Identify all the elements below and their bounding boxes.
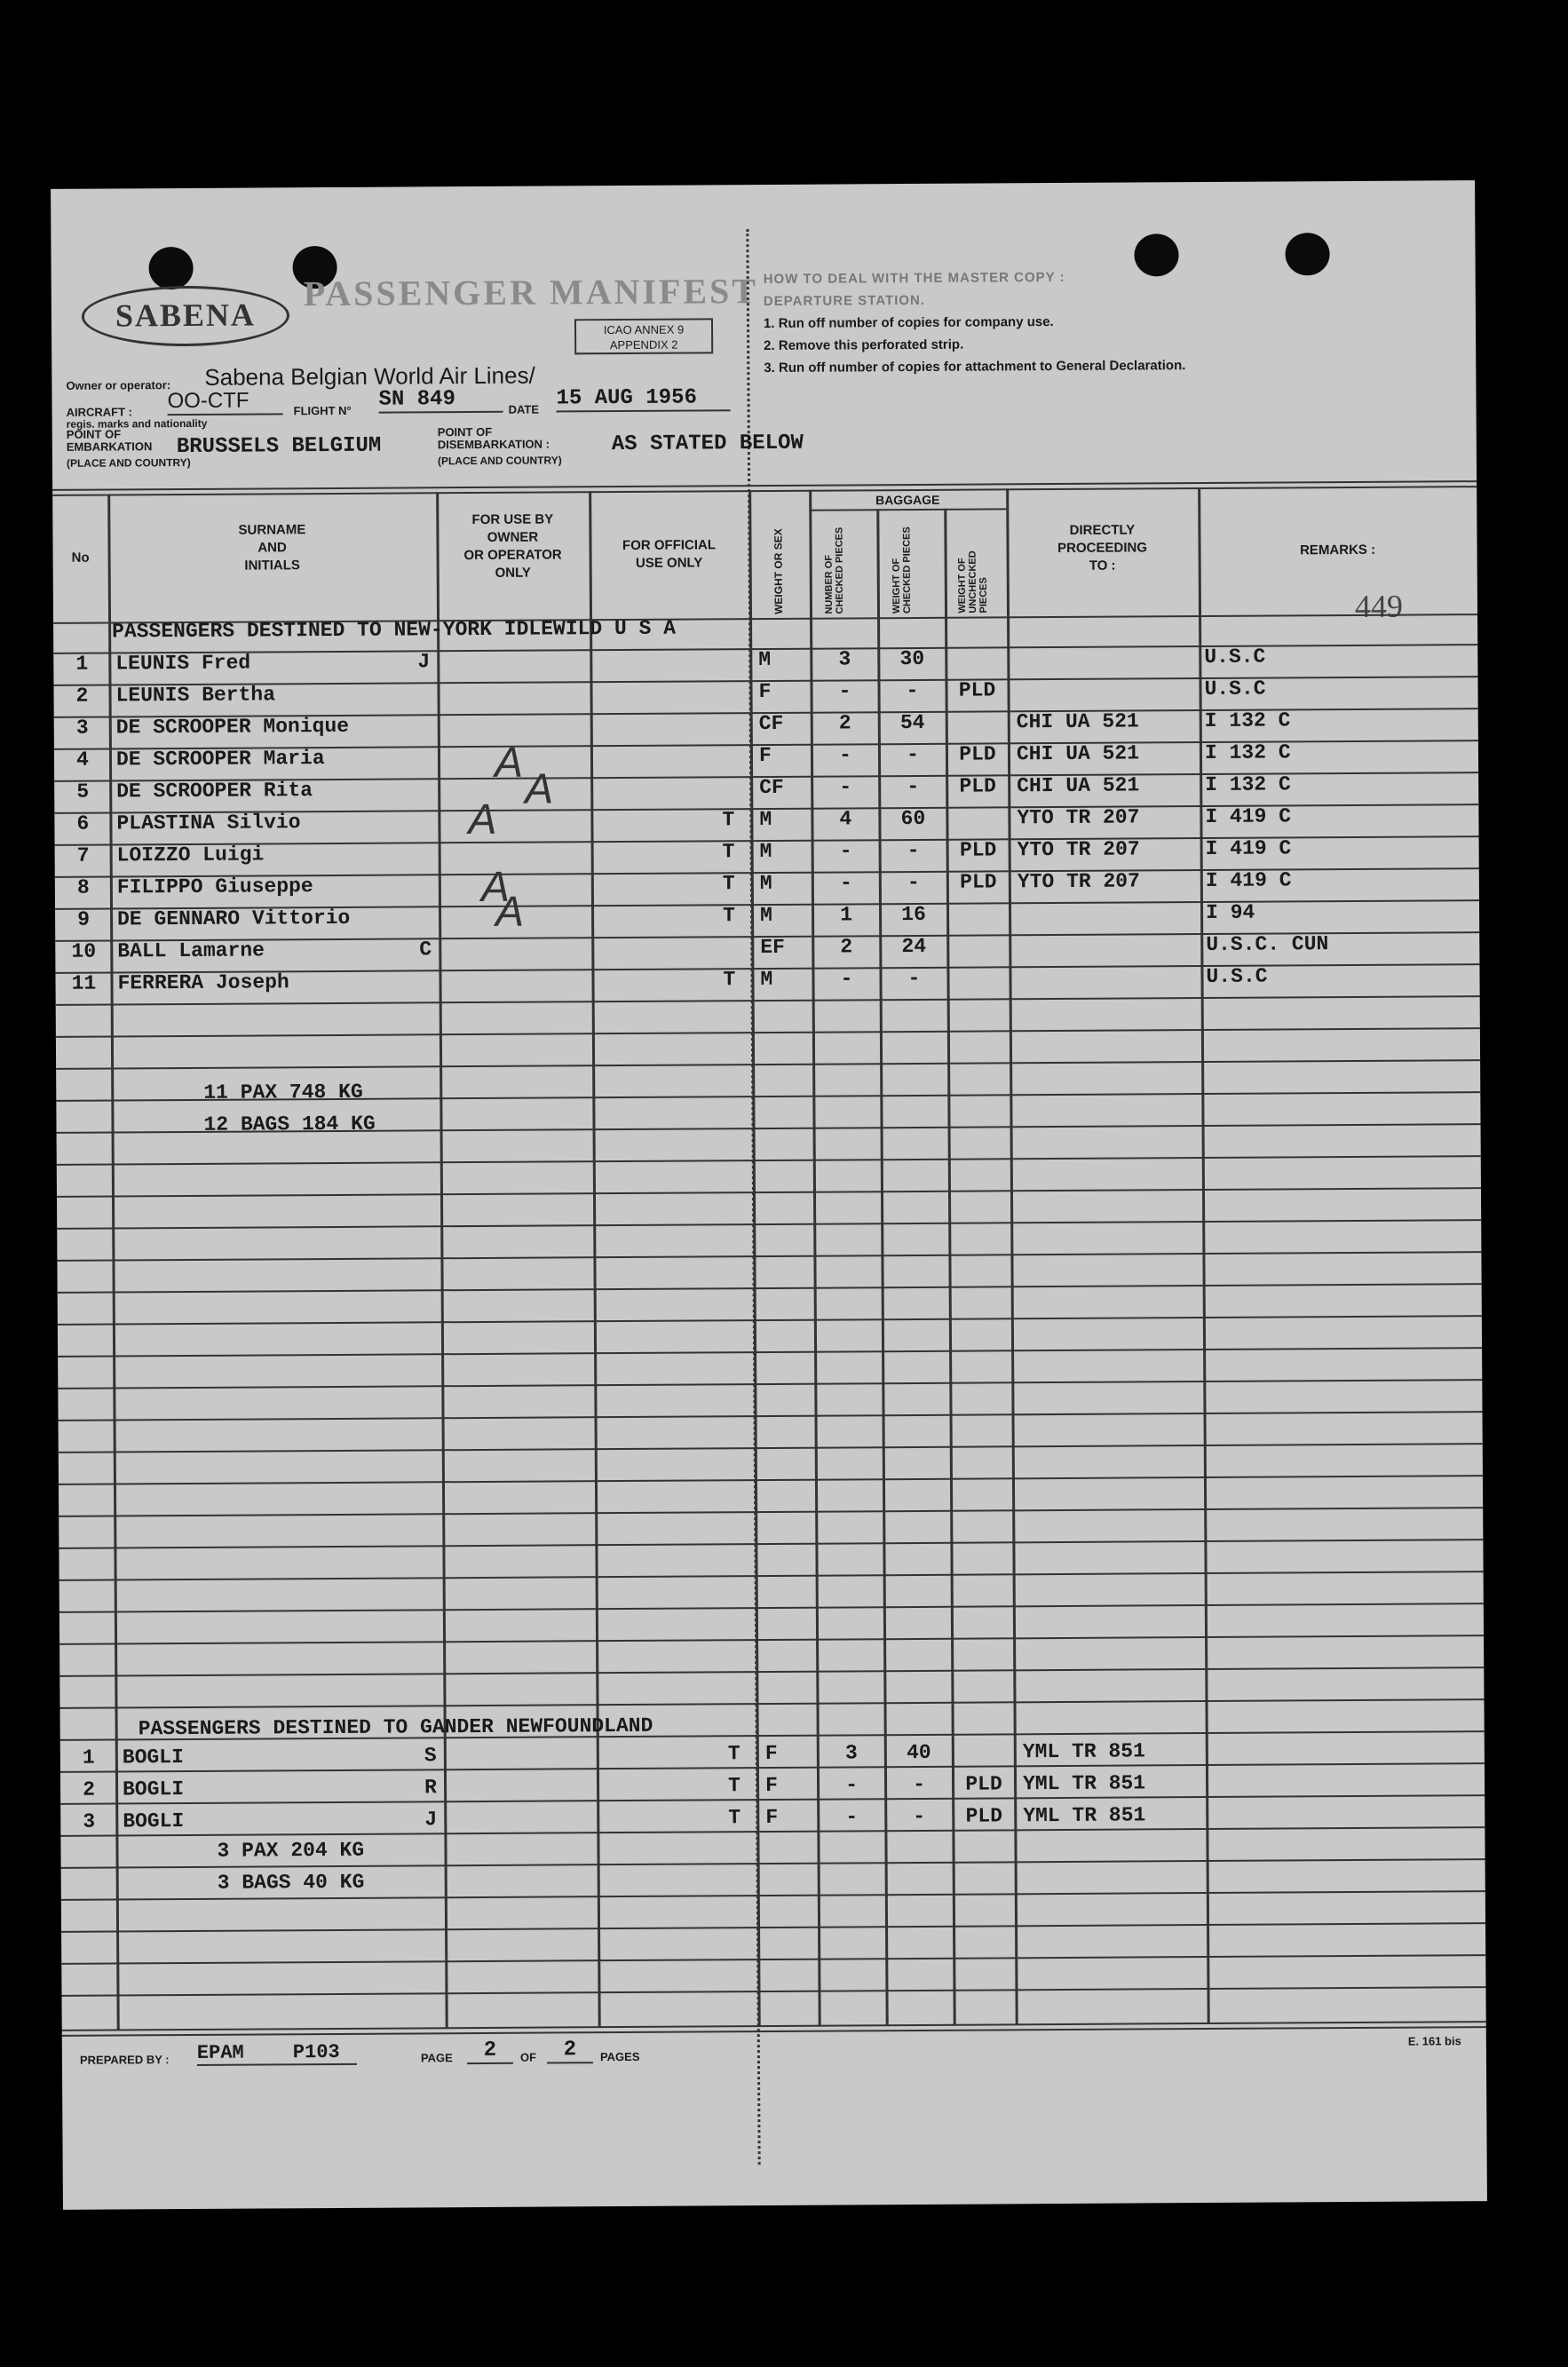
pages-label: PAGES (599, 2049, 640, 2064)
icao-line1: ICAO ANNEX 9 (603, 322, 685, 337)
col-proceeding-line3: TO : (1089, 558, 1116, 574)
form-number: E. 161 bis (1407, 2034, 1461, 2048)
checked-pieces: 2 (838, 711, 851, 735)
proceeding-to: CHI UA 521 (1016, 709, 1139, 734)
instructions (764, 265, 1186, 379)
checked-weight: 40 (906, 1740, 931, 1765)
passenger-mark: T (722, 904, 735, 928)
row-rule (56, 1027, 1480, 1038)
of-label: OF (519, 2050, 537, 2064)
unchecked-weight: PLD (959, 774, 996, 798)
owner-value: Sabena Belgian World Air Lines/ (204, 361, 535, 391)
row-rule (57, 1155, 1481, 1166)
unchecked-weight: PLD (958, 678, 996, 702)
page-label: PAGE (420, 2051, 453, 2065)
remarks: U.S.C (1204, 677, 1266, 701)
disembark-label-line1: POINT OF (437, 424, 493, 439)
col-baggage: BAGGAGE (875, 492, 940, 508)
passenger-sex: EF (760, 935, 785, 960)
passenger-name: BOGLI (122, 1777, 185, 1801)
row-rule (59, 1411, 1483, 1421)
prepared-code: P103 (292, 2040, 340, 2064)
handwritten-mark: A (468, 796, 497, 844)
aircraft-sub: regis. marks and nationality (66, 416, 208, 431)
manifest-title: PASSENGER MANIFEST (303, 271, 759, 314)
remarks: U.S.C. CUN (1206, 932, 1329, 956)
checked-weight: 24 (901, 934, 927, 959)
embark-label-line2: EMBARKATION (66, 439, 153, 454)
disembark-sub: (PLACE AND COUNTRY) (437, 454, 562, 468)
row-rule (59, 1507, 1483, 1517)
date-label: DATE (508, 402, 540, 416)
row-rule (58, 1283, 1482, 1294)
passenger-initial: S (424, 1744, 437, 1768)
row-rule (60, 1698, 1485, 1709)
remarks: U.S.C (1206, 964, 1268, 988)
icao-reference (574, 318, 713, 354)
passenger-mark: T (727, 1774, 740, 1798)
instructions-step2: 2. Remove this perforated strip. (764, 336, 964, 354)
embark-label (67, 428, 153, 454)
group1-total-pax: 11 PAX 748 KG (203, 1080, 363, 1104)
checked-pieces: 3 (844, 1741, 858, 1765)
passenger-name: DE SCROOPER Monique (115, 714, 350, 740)
passenger-sex: M (759, 903, 772, 928)
col-owner-line1: FOR USE BY (471, 511, 554, 528)
passenger-no: 3 (75, 716, 89, 740)
remarks: I 94 (1205, 900, 1255, 924)
row-rule (56, 1059, 1480, 1070)
col-surname-line2: AND (257, 540, 287, 556)
row-rule (61, 1986, 1485, 1997)
passenger-initial: J (424, 1808, 438, 1832)
disembark-label (438, 425, 550, 451)
column-divider (589, 491, 601, 2027)
checked-weight: - (906, 742, 919, 767)
remarks: I 419 C (1205, 836, 1292, 860)
proceeding-to: YML TR 851 (1022, 1771, 1146, 1796)
checked-weight: 16 (901, 902, 926, 927)
col-checked-weight: WEIGHT OF CHECKED PIECES (891, 526, 914, 614)
checked-weight: - (906, 678, 919, 703)
date-value: 15 AUG 1956 (556, 385, 730, 412)
instructions-step3: 3. Run off number of copies for attachment to General Declaration. (764, 358, 1186, 376)
passenger-mark: T (722, 808, 735, 832)
col-owner-line3: OR OPERATOR (463, 547, 562, 564)
handwritten-mark: A (480, 863, 511, 911)
handwritten-mark: A (494, 739, 524, 787)
checked-pieces: - (845, 1805, 859, 1829)
passenger-name: DE SCROOPER Rita (116, 779, 313, 804)
row-rule (58, 1347, 1482, 1358)
passenger-sex: F (764, 1741, 778, 1766)
row-rule (57, 1251, 1481, 1262)
proceeding-to: CHI UA 521 (1017, 773, 1140, 798)
group1-total-bags: 12 BAGS 184 KG (203, 1112, 376, 1136)
unchecked-weight: PLD (959, 838, 997, 862)
owner-label: Owner or operator: (66, 378, 171, 392)
prepared-label: PREPARED BY : (79, 2053, 170, 2067)
passenger-sex: CF (758, 711, 784, 736)
group1-title: PASSENGERS DESTINED TO NEW-YORK IDLEWILD U S A (112, 616, 677, 644)
page-value: 2 (467, 2038, 513, 2064)
passenger-no: 2 (83, 1777, 96, 1801)
col-weight-sex: WEIGHT OR SEX (772, 528, 786, 614)
remarks: I 419 C (1205, 804, 1292, 828)
instructions-heading2: DEPARTURE STATION. (763, 292, 926, 310)
row-rule (59, 1443, 1483, 1453)
icao-line2: APPENDIX 2 (609, 337, 678, 352)
row-rule (61, 1922, 1485, 1933)
row-rule (61, 1954, 1485, 1965)
passenger-no: 1 (75, 652, 89, 676)
col-official-line1: FOR OFFICIAL (622, 537, 717, 553)
checked-weight: - (907, 966, 921, 991)
remarks: I 132 C (1204, 709, 1291, 732)
passenger-mark: T (728, 1806, 741, 1830)
row-rule (57, 1187, 1481, 1198)
disembark-label-line2: DISEMBARKATION : (437, 437, 550, 452)
passenger-no: 10 (71, 939, 97, 963)
remarks: U.S.C (1204, 645, 1266, 669)
flight-label: FLIGHT N° (293, 403, 352, 418)
checked-pieces: - (838, 743, 851, 767)
group2-total-bags: 3 BAGS 40 KG (217, 1870, 365, 1895)
col-proceeding-line2: PROCEEDING (1057, 540, 1148, 557)
passenger-sex: M (759, 807, 772, 832)
passenger-name: BOGLI (122, 1746, 184, 1769)
passenger-name: DE GENNARO Vittorio (117, 906, 351, 931)
proceeding-to (1018, 963, 1195, 964)
remarks: I 132 C (1205, 772, 1291, 796)
checked-pieces: - (845, 1773, 859, 1797)
row-rule (58, 1315, 1482, 1326)
checked-weight: 30 (899, 646, 925, 671)
checked-weight: - (913, 1772, 926, 1797)
passenger-initial: J (417, 650, 431, 674)
proceeding-to (1016, 676, 1193, 677)
row-rules (51, 180, 1475, 189)
passenger-sex: F (758, 679, 772, 704)
checked-pieces: 4 (839, 807, 852, 831)
passenger-no: 4 (76, 748, 89, 772)
checked-pieces: - (838, 679, 851, 703)
passenger-name: PLASTINA Silvio (116, 811, 301, 835)
checked-pieces: - (839, 775, 852, 799)
checked-weight: - (907, 838, 920, 863)
passenger-no: 9 (77, 907, 91, 931)
remarks: I 419 C (1205, 868, 1292, 892)
punch-hole (148, 247, 193, 289)
unchecked-weight: PLD (965, 1772, 1002, 1796)
passenger-name: LOIZZO Luigi (116, 843, 265, 867)
checked-weight: 54 (899, 710, 925, 735)
passenger-no: 5 (76, 780, 90, 804)
passenger-sex: F (764, 1773, 778, 1798)
sabena-logo: SABENA (82, 285, 289, 346)
embark-sub: (PLACE AND COUNTRY) (66, 455, 191, 470)
col-surname (107, 520, 436, 575)
remarks: I 132 C (1204, 740, 1291, 764)
col-checked-pieces: NUMBER OF CHECKED PIECES (823, 526, 846, 614)
col-surname-line3: INITIALS (244, 558, 300, 574)
col-remarks: REMARKS : (1300, 542, 1376, 558)
passenger-name: BOGLI (123, 1809, 185, 1833)
checked-pieces: - (839, 839, 852, 863)
passenger-no: 7 (76, 843, 90, 867)
instructions-step1: 1. Run off number of copies for company use. (763, 314, 1054, 332)
row-rule (59, 1635, 1484, 1645)
passenger-mark: T (722, 840, 735, 864)
checked-pieces: 3 (838, 647, 851, 671)
aircraft-label: AIRCRAFT : (66, 405, 133, 419)
proceeding-to: YML TR 851 (1023, 1803, 1146, 1828)
passenger-name: LEUNIS Bertha (115, 683, 276, 708)
group2-title: PASSENGERS DESTINED TO GANDER NEWFOUNDLAND (138, 1714, 653, 1741)
handwritten-mark: A (525, 765, 554, 813)
group2-total-pax: 3 PAX 204 KG (217, 1838, 365, 1863)
passenger-sex: F (765, 1805, 779, 1830)
prepared-value: EPAM (197, 2041, 357, 2066)
passenger-mark: T (722, 872, 735, 896)
disembark-value: AS STATED BELOW (611, 431, 804, 457)
checked-pieces: - (840, 967, 853, 991)
passenger-name: BALL Lamarne (117, 938, 265, 963)
checked-pieces: - (839, 871, 852, 895)
col-unchecked-weight: WEIGHT OF UNCHECKED PIECES (956, 550, 990, 614)
manifest-sheet (51, 180, 1487, 2210)
passenger-sex: CF (759, 775, 784, 800)
passenger-name: FERRERA Joseph (117, 970, 289, 995)
of-value: 2 (547, 2038, 593, 2063)
passenger-no: 8 (76, 875, 90, 899)
row-rule (57, 1219, 1481, 1230)
proceeding-to: CHI UA 521 (1016, 741, 1140, 766)
col-proceeding (1006, 521, 1198, 575)
col-official-use (589, 536, 748, 573)
passenger-no: 1 (82, 1746, 95, 1769)
passenger-name: DE SCROOPER Maria (115, 747, 325, 772)
col-official-line2: USE ONLY (635, 555, 703, 571)
instructions-heading1: HOW TO DEAL WITH THE MASTER COPY : (763, 269, 1065, 288)
row-rule (59, 1539, 1483, 1549)
embark-value: BRUSSELS BELGIUM (176, 433, 382, 460)
passenger-sex: M (759, 871, 772, 896)
col-proceeding-line1: DIRECTLY (1069, 522, 1136, 538)
unchecked-weight: PLD (965, 1804, 1003, 1828)
proceeding-to: YML TR 851 (1022, 1739, 1145, 1764)
proceeding-to: YTO TR 207 (1017, 869, 1140, 894)
proceeding-to: YTO TR 207 (1017, 805, 1140, 830)
col-owner-line4: ONLY (495, 565, 531, 581)
passenger-initial: R (424, 1776, 437, 1800)
proceeding-to (1018, 931, 1195, 932)
row-rule (59, 1666, 1484, 1677)
col-surname-line1: SURNAME (238, 522, 306, 538)
aircraft-value: OO-CTF (167, 388, 282, 416)
checked-weight: - (907, 774, 920, 799)
unchecked-weight: PLD (960, 870, 997, 894)
row-rule (58, 1379, 1482, 1389)
passenger-mark: T (727, 1742, 740, 1766)
punch-hole (1285, 233, 1329, 275)
flight-value: SN 849 (378, 387, 503, 414)
passenger-no: 6 (76, 811, 90, 835)
proceeding-to (1016, 644, 1193, 645)
col-owner-line2: OWNER (487, 529, 539, 545)
proceeding-to: YTO TR 207 (1017, 837, 1140, 862)
passenger-sex: M (760, 967, 773, 992)
row-rule (59, 1603, 1484, 1613)
passenger-sex: M (758, 647, 772, 672)
checked-pieces: 2 (840, 935, 853, 959)
passenger-initial: C (419, 938, 432, 962)
row-rule (59, 1475, 1483, 1485)
passenger-sex: M (759, 839, 772, 864)
handwritten-mark: A (495, 888, 525, 936)
passenger-no: 3 (83, 1809, 96, 1833)
col-owner-use (436, 511, 589, 582)
passenger-name: FILIPPO Giuseppe (116, 875, 313, 899)
passenger-no: 11 (71, 971, 97, 995)
unchecked-weight: PLD (959, 742, 996, 766)
passenger-no: 2 (75, 684, 89, 708)
passenger-sex: F (758, 743, 772, 768)
proceeding-to (1018, 899, 1195, 900)
row-rule (56, 995, 1480, 1006)
row-rule (59, 1571, 1484, 1581)
checked-pieces: 1 (840, 903, 853, 927)
passenger-name: LEUNIS Fred (115, 651, 251, 676)
embark-label-line1: POINT OF (66, 427, 122, 441)
col-no: No (71, 550, 90, 566)
checked-weight: - (913, 1804, 926, 1829)
checked-weight: 60 (900, 806, 926, 831)
passenger-mark: T (723, 968, 736, 992)
page-number: 449 (1354, 588, 1404, 624)
checked-weight: - (907, 870, 920, 895)
